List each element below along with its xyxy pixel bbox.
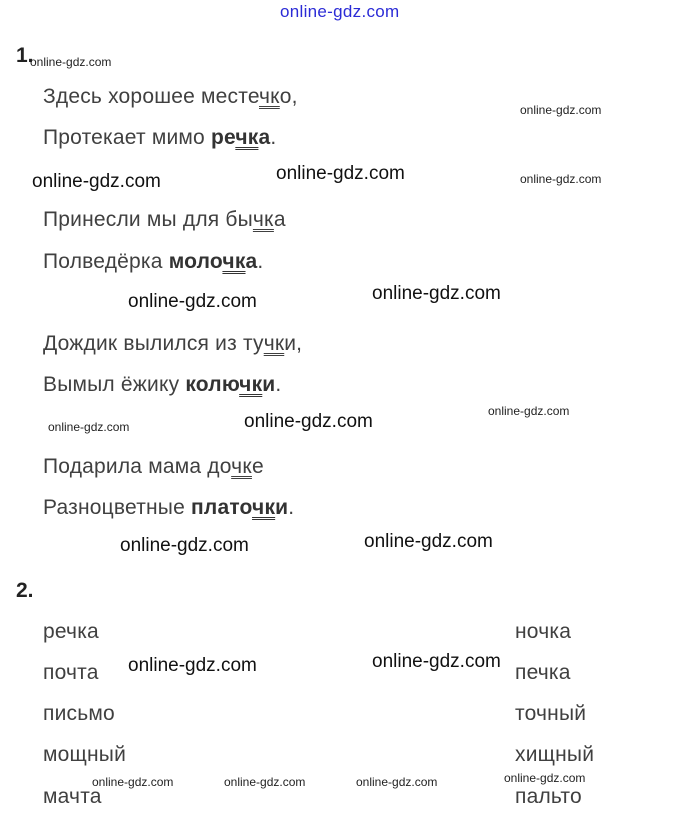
watermark: online-gdz.com bbox=[120, 535, 249, 556]
word-right: точный bbox=[515, 702, 587, 725]
underlined-chk: чк bbox=[231, 455, 252, 478]
watermark: online-gdz.com bbox=[356, 775, 438, 789]
word-right: печка bbox=[515, 661, 571, 684]
task-1-number: 1. bbox=[16, 44, 34, 67]
watermark: online-gdz.com bbox=[488, 404, 570, 418]
watermark: online-gdz.com bbox=[504, 771, 586, 785]
poem-line: Протекает мимо речка. bbox=[43, 126, 277, 149]
watermark: online-gdz.com bbox=[92, 775, 174, 789]
poem-line: Разноцветные платочки. bbox=[43, 496, 295, 519]
watermark: online-gdz.com bbox=[128, 291, 257, 312]
watermark: online-gdz.com bbox=[224, 775, 306, 789]
word-right: ночка bbox=[515, 620, 572, 643]
watermark: online-gdz.com bbox=[276, 163, 405, 184]
underlined-chk: чк bbox=[259, 85, 280, 108]
poem-line: Полведёрка молочка. bbox=[43, 250, 264, 273]
underlined-chk: чк bbox=[263, 332, 285, 355]
word-left: мощный bbox=[43, 743, 127, 766]
word-right: пальто bbox=[515, 785, 582, 808]
word-left: мачта bbox=[43, 785, 102, 808]
watermark: online-gdz.com bbox=[520, 103, 602, 117]
word-left: письмо bbox=[43, 702, 115, 725]
underlined-chk: чк bbox=[222, 250, 246, 273]
top-watermark: online-gdz.com bbox=[280, 2, 400, 21]
word-left: речка bbox=[43, 620, 99, 643]
underlined-chk: чк bbox=[235, 126, 259, 149]
watermark: online-gdz.com bbox=[372, 651, 501, 672]
task-2-number: 2. bbox=[16, 579, 34, 602]
watermark: online-gdz.com bbox=[372, 283, 501, 304]
underlined-chk: чк bbox=[252, 496, 276, 519]
underlined-chk: чк bbox=[252, 208, 274, 231]
word-right: хищный bbox=[515, 743, 595, 766]
watermark: online-gdz.com bbox=[244, 411, 373, 432]
poem-line: Дождик вылился из тучки, bbox=[43, 332, 303, 355]
underlined-chk: чк bbox=[239, 373, 263, 396]
watermark: online-gdz.com bbox=[48, 420, 130, 434]
poem-line: Подарила мама дочке bbox=[43, 455, 264, 478]
watermark: online-gdz.com bbox=[30, 55, 112, 69]
poem-line: Здесь хорошее местечко, bbox=[43, 85, 298, 108]
watermark: online-gdz.com bbox=[32, 171, 161, 192]
word-left: почта bbox=[43, 661, 99, 684]
poem-line: Вымыл ёжику колючки. bbox=[43, 373, 282, 396]
watermark: online-gdz.com bbox=[364, 531, 493, 552]
watermark: online-gdz.com bbox=[520, 172, 602, 186]
poem-line: Принесли мы для бычка bbox=[43, 208, 286, 231]
watermark: online-gdz.com bbox=[128, 655, 257, 676]
